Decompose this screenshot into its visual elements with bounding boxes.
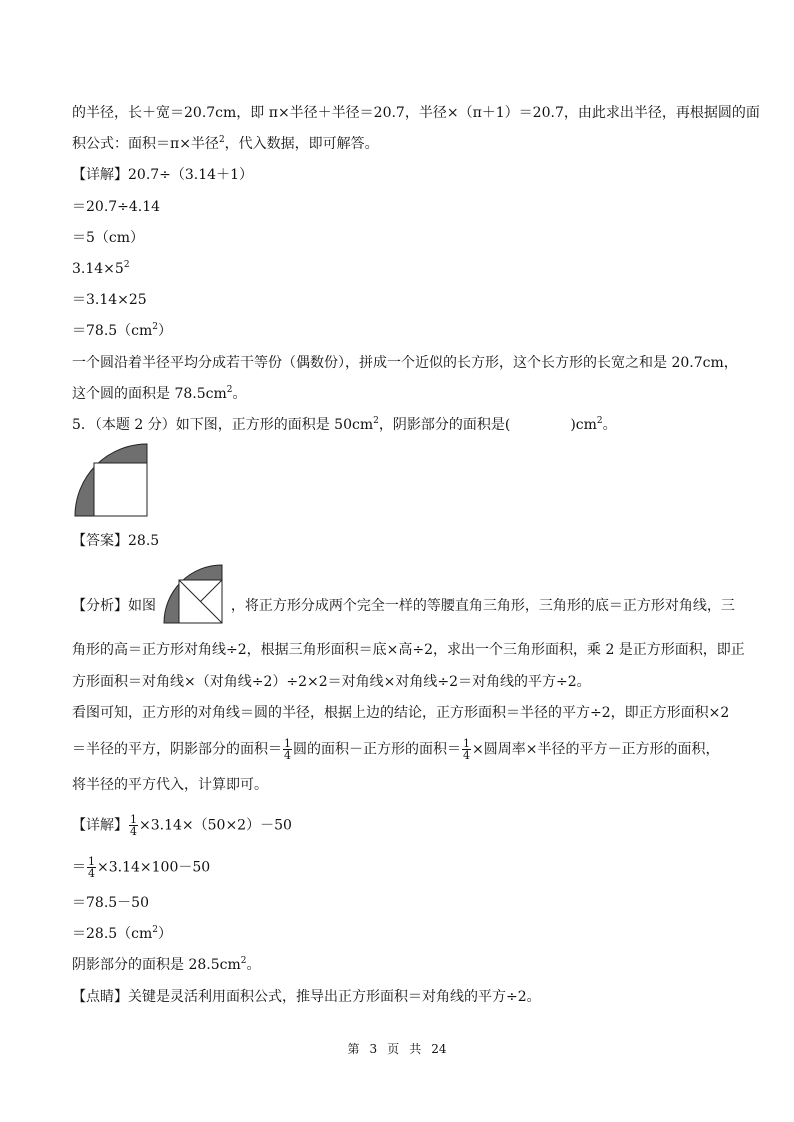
detail-line: 【详解】 $\frac{1}{4}$ ×3.14×（50×2）－50	[72, 813, 292, 838]
text-line: 积公式：面积＝π×半径$^2$，代入数据，即可解答。	[72, 135, 379, 152]
page-number: 3	[369, 1042, 378, 1056]
text-line: 的半径，长＋宽＝20.7cm，即 π×半径＋半径＝20.7，半径×（π＋1）＝20.7，由此求出半径，再根据圆的面	[72, 105, 760, 121]
fraction: $\frac{1}{4}$	[463, 737, 470, 762]
diagonal-square-figure	[162, 563, 224, 625]
page-footer: 第 3 页 共 24	[347, 1042, 447, 1056]
page-total: 24	[431, 1042, 447, 1056]
text-line: 看图可知，正方形的对角线＝圆的半径，根据上边的结论，正方形面积＝半径的平方÷2，即正方形面积×2	[72, 705, 730, 721]
text-line: 这个圆的面积是 $78.5cm^2$。	[72, 385, 247, 402]
answer-line: 【答案】28.5	[72, 533, 160, 549]
detail-line: $=28.5(cm^2)$	[72, 925, 173, 942]
text-line: 将半径的平方代入，计算即可。	[72, 777, 268, 793]
fraction: $\frac{1}{4}$	[130, 813, 137, 838]
text-line: ＝20.7÷4.14	[72, 199, 161, 215]
fraction: $\frac{1}{4}$	[88, 855, 95, 880]
analysis-line: 【分析】如图 ，将正方形分成两个完全一样的等腰直角三角形，三角形的底＝正方形对角线，三	[72, 587, 735, 625]
text-line: 一个圆沿着半径平均分成若干等份（偶数份），拼成一个近似的长方形，这个长方形的长宽之和是 20.7cm，	[72, 355, 738, 371]
text-line: ＝半径的平方，阴影部分的面积＝ $\frac{1}{4}$ 圆的面积－正方形的面积＝ $\frac{1}{4}$ ×圆周率×半径的平方－正方形的面积，	[72, 737, 720, 762]
square	[94, 463, 147, 516]
text-line: 【详解】20.7÷（3.14＋1）	[72, 167, 253, 183]
detail-line: ＝ $\frac{1}{4}$ ×3.14×100－50	[72, 855, 211, 880]
text-line: ＝3.14×25	[72, 292, 147, 308]
question-5: 5．（本题 2 分）如下图，正方形的面积是 $50cm^2$，阴影部分的面积是( )$cm^2$。	[72, 416, 617, 433]
detail-line: 阴影部分的面积是 $28.5cm^2$。	[72, 956, 261, 973]
fraction: $\frac{1}{4}$	[284, 737, 291, 762]
text-line: $=78.5(cm^2)$	[72, 322, 173, 339]
detail-line: ＝78.5－50	[72, 895, 149, 911]
text-line: $3.14\times 5^2$	[72, 260, 130, 277]
tip-line: 【点睛】关键是灵活利用面积公式，推导出正方形面积＝对角线的平方÷2。	[72, 989, 541, 1005]
text-line: ＝5（cm）	[72, 230, 145, 246]
text-line: 方形面积＝对角线×（对角线÷2）÷2×2＝对角线×对角线÷2＝对角线的平方÷2。	[72, 674, 591, 690]
quarter-circle-figure	[72, 441, 150, 519]
text-line: 角形的高＝正方形对角线÷2，根据三角形面积＝底×高÷2，求出一个三角形面积，乘 2 是正方形面积，即正	[72, 642, 745, 658]
